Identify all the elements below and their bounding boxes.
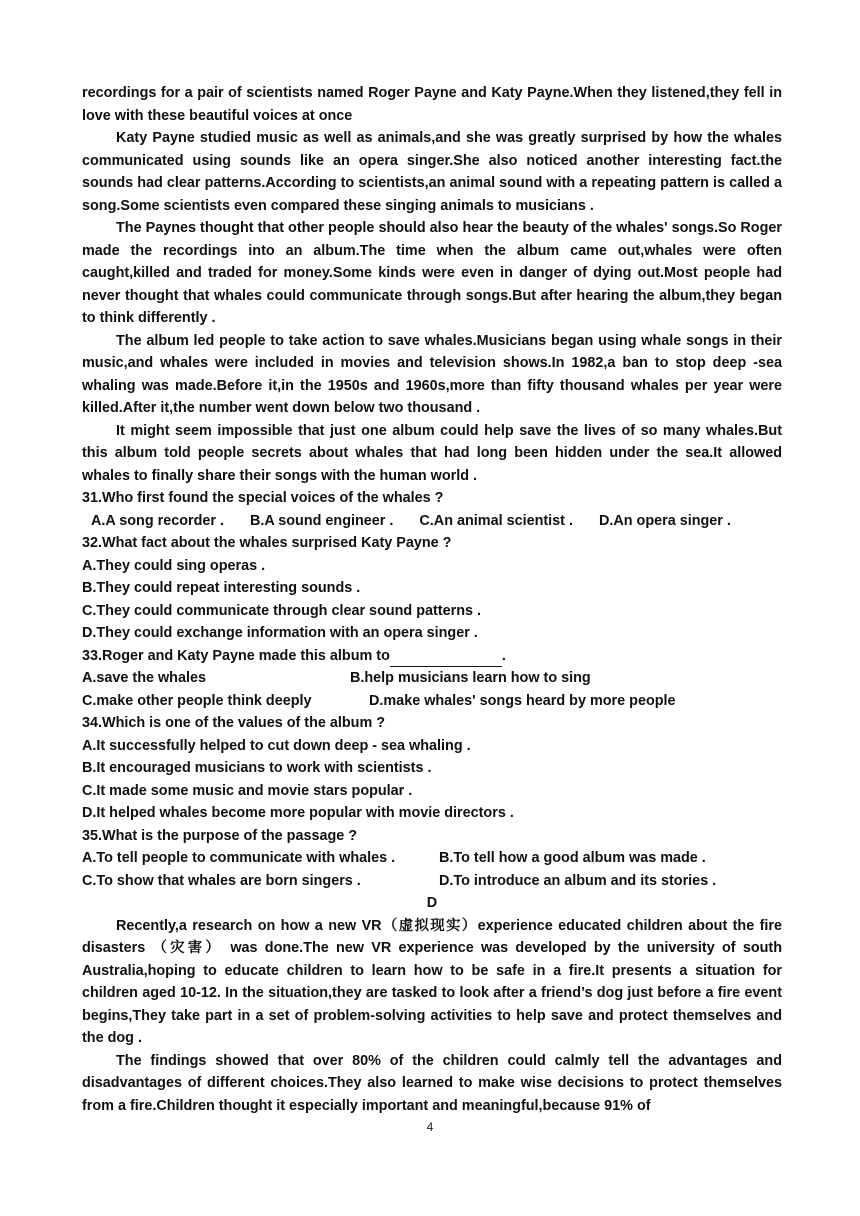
question-31-stem: 31.Who first found the special voices of the whales ? [82, 490, 444, 506]
section-d-heading: D [426, 895, 438, 911]
answer-blank [390, 649, 502, 667]
passage-c-paragraph-3: The album led people to take action to save whales.Musicians began using whale songs in their music,and whales were included in movies and television shows.In 1982,a ban to stop deep -sea whaling was made.Before it,in the 1950s and 1960s,more than fifty thousand whales per year were killed.After it,the number went down below two thousand . [82, 332, 782, 416]
q33-option-b: B.help musicians learn how to sing [350, 670, 591, 686]
passage-c-paragraph-1: Katy Payne studied music as well as animals,and she was greatly surprised by how the whales communicated using sounds like an opera singer.She also noticed another interesting fact.the sounds had clear patterns.According to scientists,an animal sound with a repeating pattern is called a song.Some scientists even compared these singing animals to musicians . [82, 130, 782, 214]
q32-option-a: A.They could sing operas . [82, 557, 266, 574]
q31-option-a: A.A song recorder . [91, 512, 225, 529]
question-34-stem: 34.Which is one of the values of the album ? [82, 715, 386, 731]
q32-option-c: C.They could communicate through clear sound patterns . [82, 602, 481, 619]
question-35-options-row-2 [82, 870, 782, 893]
q34-option-d: D.It helped whales become more popular with movie directors . [82, 805, 514, 821]
question-33-stem-end: . [501, 647, 506, 664]
passage-c-paragraph-4: It might seem impossible that just one album could help save the lives of so many whales.But this album told people secrets about whales that had long been hidden under the sea.It allowed whales to finally share their songs with the human world . [82, 422, 782, 484]
document-page [82, 82, 782, 1117]
q35-option-c: C.To show that whales are born singers . [82, 872, 361, 889]
q33-option-a: A.save the whales [82, 670, 206, 686]
question-32-stem: 32.What fact about the whales surprised Katy Payne ? [82, 535, 452, 551]
q35-option-a: A.To tell people to communicate with whales . [82, 850, 396, 866]
passage-c-paragraph-0: recordings for a pair of scientists named Roger Payne and Katy Payne.When they listened,they fell in love with these beautiful voices at once [82, 85, 782, 124]
q31-option-c: C.An animal scientist . [419, 512, 573, 529]
question-33-stem-line [82, 645, 782, 668]
question-35-options-row-1 [82, 847, 782, 870]
passage-c-paragraph-2: The Paynes thought that other people should also hear the beauty of the whales' songs.So Roger made the recordings into an album.The time when the album came out,whales were often caught,killed and traded for money.Some kinds were even in danger of dying out.Most people had never thought that whales could communicate through songs.But after hearing the album,they began to think differently . [82, 220, 782, 326]
q33-option-c: C.make other people think deeply [82, 692, 312, 709]
q31-option-d: D.An opera singer . [598, 512, 731, 529]
question-35-stem: 35.What is the purpose of the passage ? [82, 827, 358, 844]
q31-option-b: B.A sound engineer . [250, 512, 394, 529]
question-33-stem: 33.Roger and Katy Payne made this album to [82, 647, 390, 664]
q34-option-b: B.It encouraged musicians to work with scientists . [82, 760, 432, 776]
q34-option-a: A.It successfully helped to cut down deep - sea whaling . [82, 737, 471, 754]
question-33-options-row-2 [82, 690, 782, 713]
section-d-paragraph-2: The findings showed that over 80% of the children could calmly tell the advantages and disadvantages of different choices.They also learned to make wise decisions to protect themselves from a fire.Children thought it especially important and meaningful,because 91% of [82, 1052, 782, 1114]
q32-option-d: D.They could exchange information with an opera singer . [82, 625, 478, 641]
page-number: 4 [426, 1120, 434, 1134]
question-31-options [82, 510, 782, 533]
q35-option-b: B.To tell how a good album was made . [439, 850, 706, 866]
q34-option-c: C.It made some music and movie stars popular . [82, 782, 413, 799]
q35-option-d: D.To introduce an album and its stories . [439, 872, 717, 889]
q33-option-d: D.make whales' songs heard by more people [369, 692, 676, 709]
q32-option-b: B.They could repeat interesting sounds . [82, 580, 361, 596]
question-33-options-row-1 [82, 667, 782, 690]
section-d-paragraph-1: Recently,a research on how a new VR（虚拟现实）experience educated children about the fire disasters （灾害） was done.The new VR experience was developed by the university of south Australia,hoping to educate children to learn how to be safe in a fire.It presents a situation for children aged 10-12. In the situation,they are tasked to look after a friend’s dog just before a fire event begins,They take part in a set of problem-solving activities to help save and protect themselves and the dog . [82, 917, 782, 1046]
